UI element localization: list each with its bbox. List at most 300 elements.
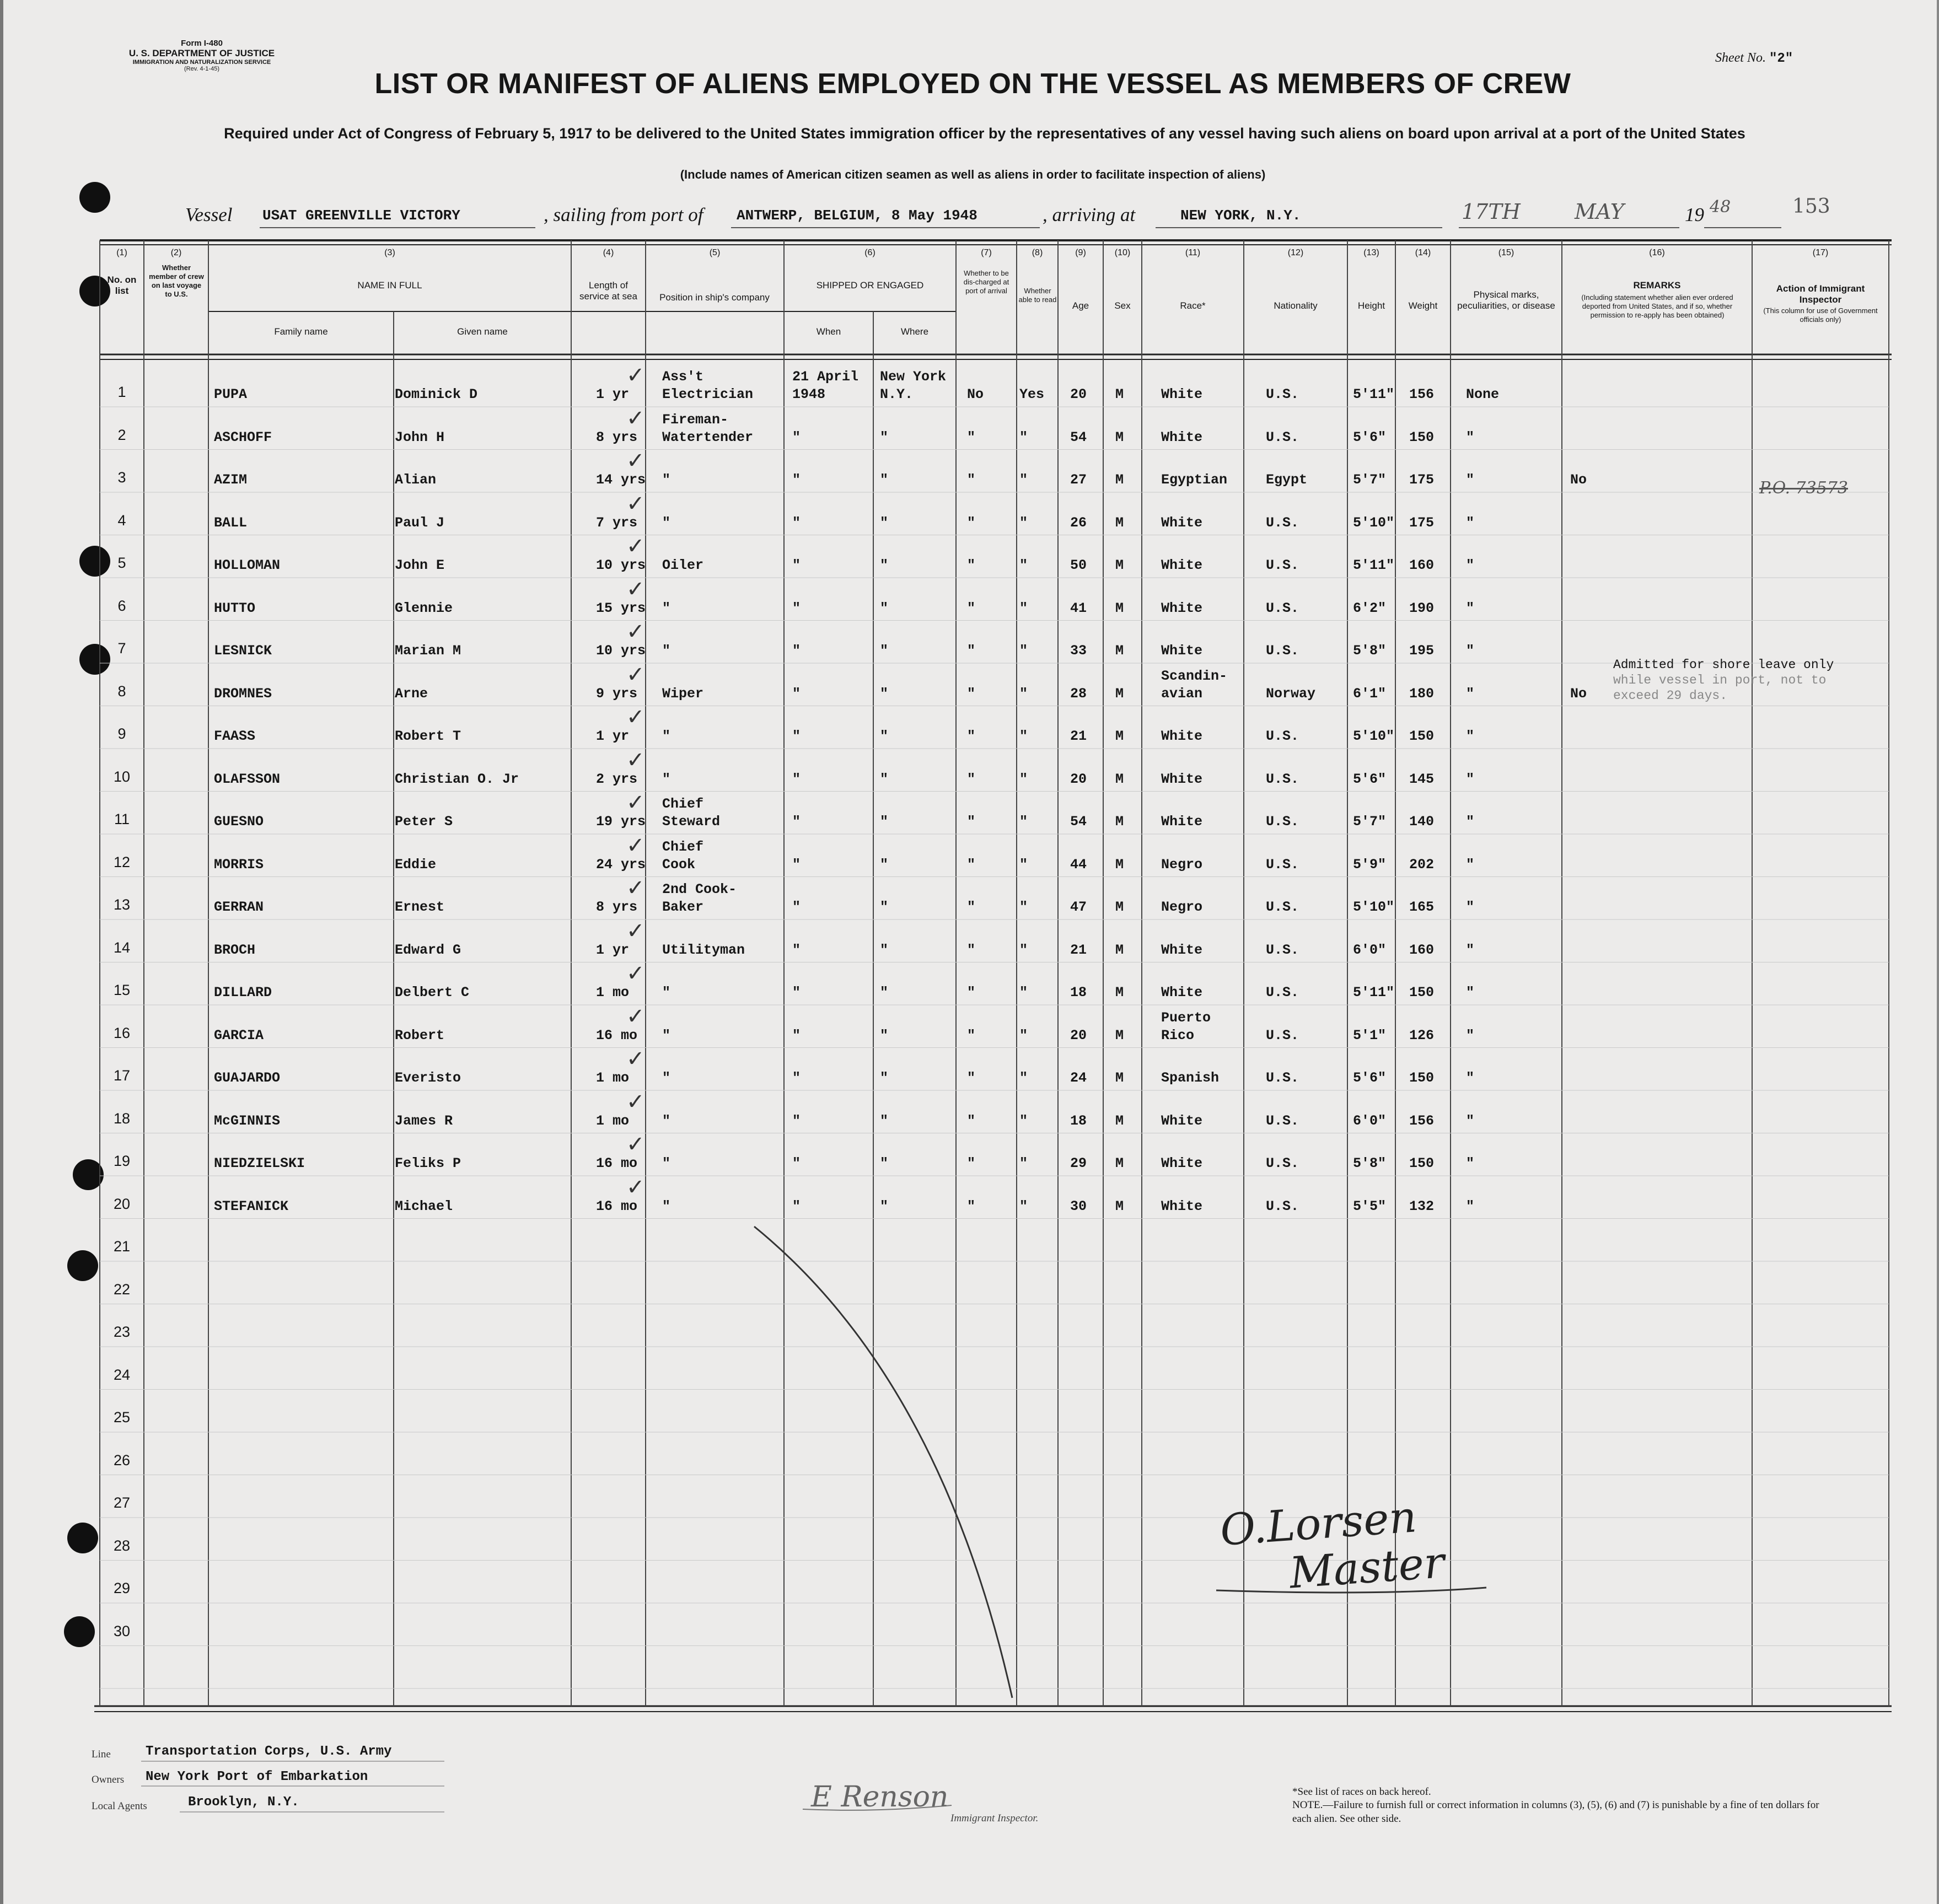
col-number: (16)	[1649, 248, 1665, 257]
cell-shipped-where: "	[880, 1112, 889, 1129]
cell-race: Egyptian	[1161, 472, 1228, 488]
cell-height: 5'11"	[1353, 386, 1395, 402]
cell-family-name: ASCHOFF	[214, 429, 272, 445]
cell-family-name: STEFANICK	[214, 1198, 289, 1214]
cell-physical-marks: "	[1466, 685, 1475, 702]
cell-shipped-where: "	[880, 429, 889, 445]
cell-weight: 140	[1409, 814, 1435, 830]
cell-service: 7 yrs	[596, 514, 638, 531]
header-shipped-or-engaged: SHIPPED OR ENGAGED	[816, 280, 924, 291]
check-mark-icon: ✓	[626, 704, 645, 730]
cell-shipped-where: "	[880, 899, 889, 915]
check-mark-icon: ✓	[626, 534, 645, 559]
cell-height: 5'6"	[1353, 771, 1387, 787]
cell-physical-marks: "	[1466, 728, 1475, 744]
row-number: 9	[117, 725, 126, 742]
cell-able-to-read: "	[1019, 472, 1028, 488]
agents-value: Brooklyn, N.Y.	[188, 1795, 299, 1810]
cell-sex: M	[1115, 1027, 1124, 1044]
row-number: 26	[113, 1451, 131, 1469]
check-mark-icon: ✓	[626, 448, 645, 474]
row-number: 24	[113, 1366, 131, 1383]
cell-family-name: HUTTO	[214, 600, 256, 616]
cell-able-to-read: "	[1019, 985, 1028, 1001]
cell-service: 1 mo	[596, 1112, 630, 1129]
cell-able-to-read: "	[1019, 1198, 1028, 1214]
cell-position: Wiper	[662, 685, 704, 702]
vessel-label: Vessel	[185, 204, 233, 225]
cell-shipped-where: "	[880, 514, 889, 531]
row-number: 18	[113, 1110, 131, 1127]
col-number: (10)	[1114, 248, 1131, 257]
service-name: IMMIGRATION AND NATURALIZATION SERVICE	[132, 58, 271, 66]
cell-height: 5'11"	[1353, 985, 1395, 1001]
cell-nationality: U.S.	[1266, 1112, 1299, 1129]
cell-nationality: U.S.	[1266, 429, 1299, 445]
cell-shipped-where: "	[880, 771, 889, 787]
cell-position: "	[662, 771, 671, 787]
cell-given-name: Edward G	[395, 942, 461, 958]
department-name: U. S. DEPARTMENT OF JUSTICE	[128, 48, 275, 59]
cell-family-name: NIEDZIELSKI	[214, 1155, 305, 1171]
cell-given-name: John H	[395, 429, 445, 445]
cell-shipped-where: "	[880, 643, 889, 659]
header-no-on-list: No. on list	[107, 275, 137, 296]
cell-position-line: Ass't	[662, 369, 704, 385]
cell-shipped-when: "	[792, 429, 801, 445]
cell-sex: M	[1115, 557, 1124, 573]
cell-sex: M	[1115, 814, 1124, 830]
cell-service: 8 yrs	[596, 429, 638, 445]
cell-shipped-when: "	[792, 643, 801, 659]
cell-weight: 150	[1409, 1070, 1435, 1086]
cell-given-name: Paul J	[395, 514, 445, 531]
arrival-day: 17TH	[1462, 200, 1521, 224]
cell-height: 5'6"	[1353, 1070, 1387, 1086]
cell-sex: M	[1115, 643, 1124, 659]
page-stamp-number: 153	[1792, 195, 1830, 218]
cell-height: 5'6"	[1353, 429, 1387, 445]
cell-age: 20	[1070, 771, 1087, 787]
col-number: (9)	[1075, 248, 1086, 257]
sheet-number-label: Sheet No.	[1715, 51, 1766, 65]
row-number: 22	[113, 1281, 131, 1298]
cell-nationality: U.S.	[1266, 814, 1299, 830]
cell-physical-marks: None	[1466, 386, 1500, 402]
cell-able-to-read: "	[1019, 685, 1028, 702]
header-inspector-action: Action of Immigrant Inspector	[1776, 283, 1865, 305]
check-mark-icon: ✓	[626, 405, 645, 431]
check-mark-icon: ✓	[626, 832, 645, 858]
cell-discharged: "	[967, 514, 976, 531]
row-number: 3	[117, 469, 126, 486]
cell-able-to-read: "	[1019, 814, 1028, 830]
cell-position: "	[662, 514, 671, 531]
header-position: Position in ship's company	[659, 292, 770, 303]
cell-shipped-when: "	[792, 856, 801, 873]
check-mark-icon: ✓	[626, 1046, 645, 1072]
cell-age: 54	[1070, 429, 1087, 445]
cell-race-line: avian	[1161, 685, 1203, 702]
header-where: Where	[900, 326, 929, 337]
cell-nationality: U.S.	[1266, 856, 1299, 873]
col-number: (2)	[170, 248, 182, 257]
col-number: (7)	[981, 248, 992, 257]
line-label: Line	[92, 1749, 111, 1760]
cell-weight: 132	[1409, 1198, 1435, 1214]
col-number: (15)	[1498, 248, 1514, 257]
cell-sex: M	[1115, 1070, 1124, 1086]
cell-position: "	[662, 728, 671, 744]
col-number: (11)	[1185, 248, 1201, 257]
cell-discharged: "	[967, 472, 976, 488]
cell-nationality: U.S.	[1266, 557, 1299, 573]
cell-height: 5'9"	[1353, 856, 1387, 873]
cell-family-name: GUESNO	[214, 814, 264, 830]
row-number: 15	[113, 982, 131, 998]
check-mark-icon: ✓	[626, 1132, 645, 1157]
row-number: 12	[113, 853, 131, 870]
cell-family-name: BROCH	[214, 942, 256, 958]
cell-family-name: MORRIS	[214, 856, 264, 873]
cell-given-name: James R	[395, 1112, 453, 1129]
cell-sex: M	[1115, 985, 1124, 1001]
cell-service: 10 yrs	[596, 557, 646, 573]
cell-shipped-where: "	[880, 985, 889, 1001]
cell-nationality: U.S.	[1266, 1070, 1299, 1086]
cell-height: 5'8"	[1353, 1155, 1387, 1171]
cell-remarks: No	[1570, 685, 1587, 702]
cell-sex: M	[1115, 472, 1124, 488]
remark-shore-leave	[1613, 657, 1834, 703]
cell-discharged: "	[967, 942, 976, 958]
cell-sex: M	[1115, 429, 1124, 445]
cell-position-line: Electrician	[662, 386, 754, 402]
cell-shipped-where: "	[880, 856, 889, 873]
row-number: 21	[113, 1238, 131, 1255]
cell-position: "	[662, 985, 671, 1001]
cell-height: 5'1"	[1353, 1027, 1387, 1044]
cell-discharged: "	[967, 643, 976, 659]
cell-position: Utilityman	[662, 942, 745, 958]
cell-weight: 150	[1409, 985, 1435, 1001]
cell-able-to-read: "	[1019, 899, 1028, 915]
cell-race: White	[1161, 942, 1203, 958]
cell-family-name: OLAFSSON	[214, 771, 281, 787]
cell-race-line: Puerto	[1161, 1009, 1211, 1026]
cell-discharged: "	[967, 1027, 976, 1044]
cell-shipped-where: "	[880, 557, 889, 573]
cell-family-name: DROMNES	[214, 685, 272, 702]
cell-able-to-read: "	[1019, 728, 1028, 744]
sailing-label: , sailing from port of	[544, 204, 703, 225]
cell-physical-marks: "	[1466, 1070, 1475, 1086]
cell-discharged: "	[967, 771, 976, 787]
cell-able-to-read: "	[1019, 643, 1028, 659]
cell-position: "	[662, 472, 671, 488]
cell-weight: 190	[1409, 600, 1435, 616]
penalty-note: NOTE.—Failure to furnish full or correct information in columns (3), (5), (6) and (7) is punishable by a fine of ten dollars for each alien. See other side.	[1292, 1799, 1819, 1825]
row-number: 14	[113, 939, 131, 956]
cell-shipped-when: "	[792, 1155, 801, 1171]
cell-race: White	[1161, 985, 1203, 1001]
cell-sex: M	[1115, 1112, 1124, 1129]
page-subtitle: Required under Act of Congress of February 5, 1917 to be delivered to the United States immigration officer by the representatives of any vessel having such aliens on board upon arrival at a port of the United States	[224, 125, 1745, 142]
cell-race: White	[1161, 771, 1203, 787]
row-number: 2	[117, 426, 126, 443]
cell-discharged: "	[967, 814, 976, 830]
cell-given-name: Feliks P	[395, 1155, 461, 1171]
cell-race	[1161, 668, 1227, 703]
cell-discharged: "	[967, 856, 976, 873]
cell-age: 27	[1070, 472, 1087, 488]
cell-height: 6'0"	[1353, 1112, 1387, 1129]
cell-age: 30	[1070, 1198, 1087, 1214]
owners-value: New York Port of Embarkation	[146, 1769, 368, 1784]
col-number: (8)	[1032, 248, 1043, 257]
cell-able-to-read: "	[1019, 771, 1028, 787]
cell-weight: 150	[1409, 429, 1435, 445]
cell-nationality: U.S.	[1266, 899, 1299, 915]
cell-nationality: U.S.	[1266, 942, 1299, 958]
cell-shipped-where: "	[880, 472, 889, 488]
header-inspector-sub: (This column for use of Government officials only)	[1763, 306, 1878, 324]
row-number: 8	[117, 682, 126, 700]
header-discharged: Whether to be dis-charged at port of arrival	[963, 269, 1009, 295]
row-number: 29	[113, 1580, 131, 1596]
header-length-of-service: Length of service at sea	[579, 280, 637, 302]
cell-able-to-read: "	[1019, 600, 1028, 616]
cell-age: 24	[1070, 1070, 1087, 1086]
cell-sex: M	[1115, 899, 1124, 915]
col-number: (1)	[116, 248, 127, 257]
cell-shipped-where: "	[880, 942, 889, 958]
cell-position-line: 2nd Cook-	[662, 881, 737, 897]
row-number: 10	[113, 768, 131, 785]
inspector-label: Immigrant Inspector.	[950, 1812, 1039, 1824]
cell-shipped-where: "	[880, 1027, 889, 1044]
cell-family-name: PUPA	[214, 386, 248, 402]
cell-age: 21	[1070, 942, 1087, 958]
cell-weight: 156	[1409, 1112, 1435, 1129]
header-height: Height	[1357, 300, 1385, 311]
header-last-voyage: Whether member of crew on last voyage to U.S.	[149, 263, 204, 298]
year-suffix: 48	[1710, 197, 1731, 217]
cell-able-to-read: Yes	[1019, 386, 1045, 402]
cell-nationality: U.S.	[1266, 643, 1299, 659]
cell-position: "	[662, 1027, 671, 1044]
cell-sex: M	[1115, 685, 1124, 702]
cell-given-name: Christian O. Jr	[395, 771, 519, 787]
cell-age: 29	[1070, 1155, 1087, 1171]
cell-remarks: No	[1570, 472, 1587, 488]
remark-line: Admitted for shore leave only	[1613, 658, 1834, 672]
cell-race	[1161, 1009, 1211, 1045]
cell-position: Oiler	[662, 557, 704, 573]
cell-physical-marks: "	[1466, 1112, 1475, 1129]
cell-able-to-read: "	[1019, 514, 1028, 531]
cell-weight: 180	[1409, 685, 1435, 702]
cell-shipped-where	[880, 368, 946, 404]
cell-physical-marks: "	[1466, 514, 1475, 531]
form-revision: (Rev. 4-1-45)	[184, 66, 219, 73]
cell-age: 20	[1070, 1027, 1087, 1044]
cell-given-name: Ernest	[395, 899, 445, 915]
cell-age: 26	[1070, 514, 1087, 531]
cell-nationality: U.S.	[1266, 771, 1299, 787]
cell-service: 9 yrs	[596, 685, 638, 702]
col-number: (5)	[709, 248, 721, 257]
cell-weight: 165	[1409, 899, 1435, 915]
cell-given-name: Alian	[395, 472, 437, 488]
cell-age: 18	[1070, 1112, 1087, 1129]
cell-family-name: DILLARD	[214, 985, 272, 1001]
cell-service: 16 mo	[596, 1198, 638, 1214]
row-number: 27	[113, 1494, 131, 1511]
cell-race: White	[1161, 814, 1203, 830]
check-mark-icon: ✓	[626, 619, 645, 644]
header-nationality: Nationality	[1274, 300, 1318, 311]
cell-weight: 145	[1409, 771, 1435, 787]
cell-sex: M	[1115, 1198, 1124, 1214]
cell-service: 2 yrs	[596, 771, 638, 787]
row-number: 1	[117, 384, 126, 400]
cell-age: 50	[1070, 557, 1087, 573]
header-when: When	[816, 326, 841, 337]
cell-race: White	[1161, 600, 1203, 616]
cell-service: 16 mo	[596, 1027, 638, 1044]
arrival-month: MAY	[1575, 200, 1624, 224]
cell-service: 1 mo	[596, 985, 630, 1001]
arriving-at: NEW YORK, N.Y.	[1180, 207, 1301, 224]
master-signature-name: O.Lorsen	[1218, 1492, 1419, 1556]
vessel-name: USAT GREENVILLE VICTORY	[262, 207, 460, 224]
col-number: (14)	[1415, 248, 1431, 257]
cell-shipped-when: "	[792, 942, 801, 958]
cell-given-name: Marian M	[395, 643, 461, 659]
cell-able-to-read: "	[1019, 942, 1028, 958]
row-number: 5	[117, 555, 126, 571]
cell-weight: 150	[1409, 728, 1435, 744]
cell-sex: M	[1115, 728, 1124, 744]
cell-height: 6'2"	[1353, 600, 1387, 616]
cell-shipped-where: "	[880, 728, 889, 744]
owners-label: Owners	[92, 1774, 125, 1785]
cell-discharged: "	[967, 557, 976, 573]
cell-sex: M	[1115, 514, 1124, 531]
check-mark-icon: ✓	[626, 747, 645, 773]
cell-service: 10 yrs	[596, 643, 646, 659]
cell-position: "	[662, 643, 671, 659]
cell-given-name: Eddie	[395, 856, 437, 873]
cell-nationality: U.S.	[1266, 1155, 1299, 1171]
cell-service: 24 yrs	[596, 856, 646, 873]
cell-height: 6'0"	[1353, 942, 1387, 958]
header-sex: Sex	[1114, 300, 1131, 311]
row-number: 13	[113, 896, 131, 913]
cell-physical-marks: "	[1466, 814, 1475, 830]
row-number: 11	[114, 811, 130, 827]
cell-given-name: John E	[395, 557, 445, 573]
cell-physical-marks: "	[1466, 643, 1475, 659]
header-remarks: REMARKS	[1633, 280, 1681, 291]
cell-race: White	[1161, 728, 1203, 744]
cell-position: "	[662, 1112, 671, 1129]
cell-family-name: GUAJARDO	[214, 1070, 281, 1086]
cell-position-line: Cook	[662, 856, 696, 873]
cell-position	[662, 838, 703, 874]
cell-nationality: U.S.	[1266, 514, 1299, 531]
check-mark-icon: ✓	[626, 576, 645, 602]
cell-discharged: "	[967, 1155, 976, 1171]
cell-shipped-when: "	[792, 472, 801, 488]
cell-weight: 160	[1409, 942, 1435, 958]
cell-able-to-read: "	[1019, 1027, 1028, 1044]
cell-shipped-where: "	[880, 600, 889, 616]
cell-family-name: GERRAN	[214, 899, 264, 915]
cell-shipped-where: "	[880, 1155, 889, 1171]
cell-discharged: "	[967, 429, 976, 445]
cell-shipped-when-line: 21 April	[792, 369, 859, 385]
cell-race: White	[1161, 1198, 1203, 1214]
cell-weight: 150	[1409, 1155, 1435, 1171]
cell-height: 5'8"	[1353, 643, 1387, 659]
cell-race: Negro	[1161, 856, 1203, 873]
page-title: LIST OR MANIFEST OF ALIENS EMPLOYED ON THE VESSEL AS MEMBERS OF CREW	[374, 68, 1571, 100]
cell-race: White	[1161, 514, 1203, 531]
sailing-from: ANTWERP, BELGIUM, 8 May 1948	[737, 207, 977, 224]
cell-position	[662, 368, 753, 404]
cell-age: 33	[1070, 643, 1087, 659]
header-age: Age	[1072, 300, 1089, 311]
agents-label: Local Agents	[92, 1800, 147, 1812]
cell-shipped-when: "	[792, 1112, 801, 1129]
cell-physical-marks: "	[1466, 771, 1475, 787]
cell-sex: M	[1115, 600, 1124, 616]
cell-position	[662, 881, 737, 916]
row-number: 28	[113, 1537, 131, 1554]
cell-race: Spanish	[1161, 1070, 1220, 1086]
cell-position-line: Watertender	[662, 429, 754, 445]
cell-position-line: Steward	[662, 814, 721, 830]
cell-age: 44	[1070, 856, 1087, 873]
cell-service: 1 yr	[596, 942, 630, 958]
cell-family-name: HOLLOMAN	[214, 557, 281, 573]
cell-shipped-when: "	[792, 1027, 801, 1044]
cell-physical-marks: "	[1466, 899, 1475, 915]
check-mark-icon: ✓	[626, 1003, 645, 1029]
cell-position: "	[662, 1198, 671, 1214]
cell-height: 5'10"	[1353, 728, 1395, 744]
col-number: (6)	[864, 248, 875, 257]
cell-physical-marks: "	[1466, 557, 1475, 573]
remark-line: while vessel in port, not to	[1613, 673, 1827, 687]
cell-height: 5'5"	[1353, 1198, 1387, 1214]
cell-given-name: Arne	[395, 685, 428, 702]
cell-shipped-when-line: 1948	[792, 386, 826, 402]
header-weight: Weight	[1408, 300, 1438, 311]
cell-discharged: "	[967, 1112, 976, 1129]
cell-shipped-when: "	[792, 1198, 801, 1214]
cell-position	[662, 795, 720, 831]
cell-service: 8 yrs	[596, 899, 638, 915]
cell-race: White	[1161, 557, 1203, 573]
cell-weight: 156	[1409, 386, 1435, 402]
cell-nationality: U.S.	[1266, 985, 1299, 1001]
cell-shipped-when: "	[792, 685, 801, 702]
cell-weight: 160	[1409, 557, 1435, 573]
header-physical-marks: Physical marks, peculiarities, or disease	[1457, 289, 1555, 311]
